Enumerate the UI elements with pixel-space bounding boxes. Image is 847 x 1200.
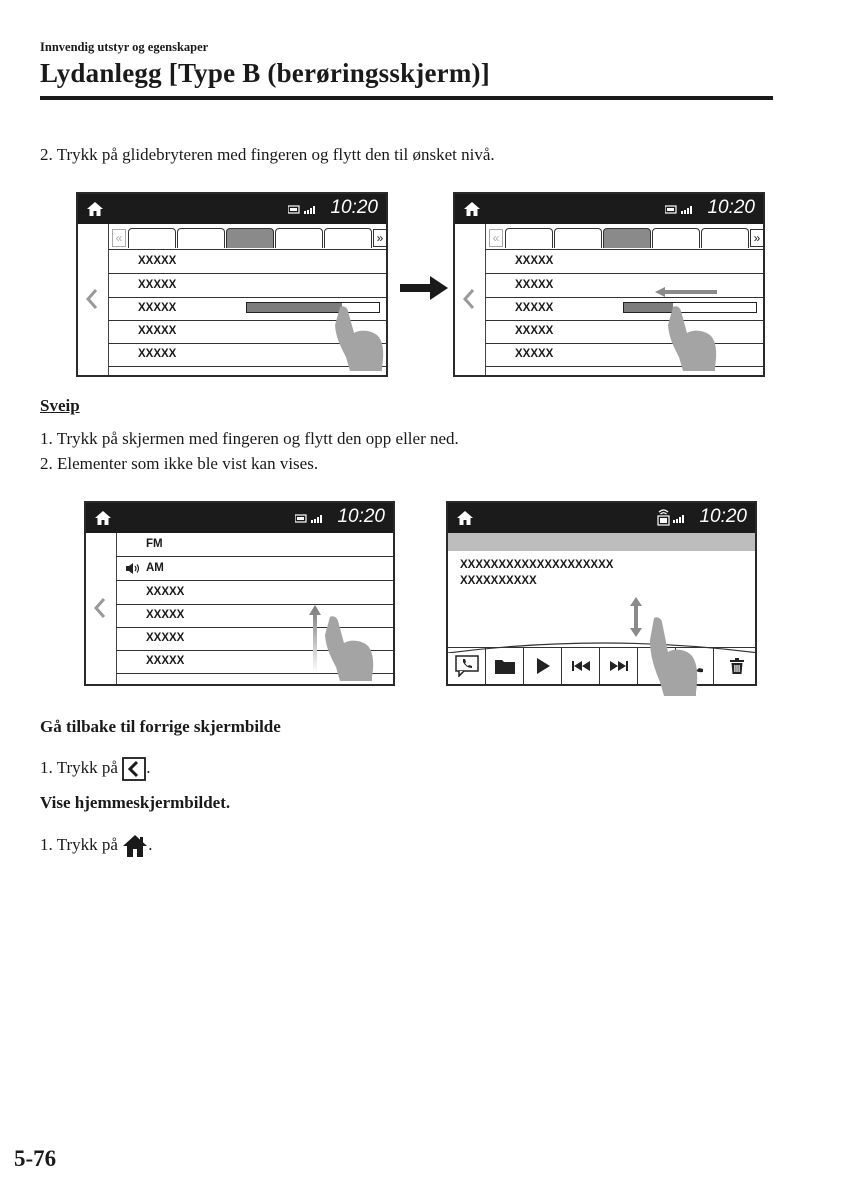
speaker-icon bbox=[126, 563, 140, 574]
list-item[interactable]: XXXXX bbox=[485, 320, 763, 344]
screen-slider-before bbox=[76, 192, 388, 377]
home-icon[interactable] bbox=[94, 509, 112, 527]
back-arrow-icon[interactable] bbox=[462, 288, 476, 310]
tab[interactable] bbox=[275, 228, 323, 248]
message-signal-icon bbox=[657, 507, 689, 527]
tab[interactable] bbox=[652, 228, 700, 248]
left-column bbox=[455, 224, 486, 375]
clock: 10:20 bbox=[337, 506, 385, 527]
trash-icon bbox=[730, 658, 744, 674]
home-icon[interactable] bbox=[86, 200, 104, 218]
list-item[interactable]: XXXXX bbox=[485, 250, 763, 274]
step-slider: 2. Trykk på glidebryteren med fingeren og flytt den til ønsket nivå. bbox=[40, 145, 495, 164]
back-arrow-icon[interactable] bbox=[85, 288, 99, 310]
folder-icon bbox=[495, 658, 515, 674]
status-bar bbox=[86, 503, 393, 533]
scroll-right-icon[interactable]: » bbox=[373, 229, 387, 247]
list-item[interactable]: XXXXX bbox=[485, 343, 763, 367]
tab[interactable] bbox=[701, 228, 749, 248]
folder-button[interactable] bbox=[486, 648, 524, 684]
next-button[interactable] bbox=[600, 648, 638, 684]
home-button-icon bbox=[122, 834, 148, 858]
swipe-heading: Sveip bbox=[40, 396, 80, 415]
list-item[interactable]: XXXXX bbox=[116, 581, 393, 605]
list-item-slider[interactable]: XXXXX bbox=[108, 297, 386, 321]
clock: 10:20 bbox=[330, 197, 378, 218]
right-arrow-icon bbox=[400, 275, 450, 301]
previous-icon bbox=[572, 661, 590, 671]
tab[interactable] bbox=[505, 228, 553, 248]
battery-signal-icon bbox=[665, 205, 697, 215]
status-bar bbox=[448, 503, 755, 533]
next-icon bbox=[610, 661, 628, 671]
clock: 10:20 bbox=[699, 506, 747, 527]
reply-call-button[interactable] bbox=[448, 648, 486, 684]
list-item[interactable]: XXXXX bbox=[108, 274, 386, 298]
tab[interactable] bbox=[554, 228, 602, 248]
swipe-step-1: 1. Trykk på skjermen med fingeren og flytt den opp eller ned. bbox=[40, 429, 459, 448]
screen-radio-list bbox=[84, 501, 395, 686]
tab-strip bbox=[485, 224, 763, 250]
list-item[interactable]: XXXXX bbox=[485, 274, 763, 298]
list-item[interactable]: XXXXX bbox=[116, 627, 393, 651]
screen-slider-after bbox=[453, 192, 765, 377]
tab-strip bbox=[108, 224, 386, 250]
list-item[interactable]: XXXXX bbox=[116, 604, 393, 628]
title-rule bbox=[40, 96, 773, 100]
list-item[interactable]: XXXXX bbox=[116, 650, 393, 674]
page-number: 5-76 bbox=[14, 1146, 57, 1171]
list-item-am[interactable]: AM bbox=[116, 557, 393, 581]
previous-button[interactable] bbox=[562, 648, 600, 684]
message-toolbar bbox=[448, 647, 755, 684]
left-column bbox=[78, 224, 109, 375]
page-title: Lydanlegg [Type B (berøringsskjerm)] bbox=[40, 58, 490, 88]
up-down-arrow-icon bbox=[630, 597, 642, 637]
hand-pointer-icon bbox=[332, 305, 386, 371]
message-header-bar bbox=[448, 533, 755, 551]
scroll-left-icon[interactable]: « bbox=[489, 229, 503, 247]
list-item-fm[interactable]: FM bbox=[116, 533, 393, 557]
scroll-left-icon[interactable]: « bbox=[112, 229, 126, 247]
message-text-line-1: XXXXXXXXXXXXXXXXXXXX bbox=[460, 559, 614, 571]
battery-signal-icon bbox=[288, 205, 320, 215]
delete-button[interactable] bbox=[714, 648, 757, 684]
status-bar bbox=[78, 194, 386, 224]
up-arrow-icon bbox=[309, 605, 321, 673]
back-heading: Gå tilbake til forrige skjermbilde bbox=[40, 717, 281, 736]
tab-active[interactable] bbox=[226, 228, 274, 248]
tab[interactable] bbox=[177, 228, 225, 248]
section-label: Innvendig utstyr og egenskaper bbox=[40, 40, 209, 54]
hand-pointer-icon bbox=[665, 305, 719, 371]
message-text-line-2: XXXXXXXXXX bbox=[460, 575, 537, 587]
hand-pointer-icon bbox=[322, 615, 376, 681]
left-column bbox=[86, 533, 117, 684]
home-icon[interactable] bbox=[463, 200, 481, 218]
left-arrow-icon bbox=[655, 286, 719, 298]
list-item[interactable]: XXXXX bbox=[108, 320, 386, 344]
home-heading: Vise hjemmeskjermbildet. bbox=[40, 793, 231, 812]
back-arrow-icon[interactable] bbox=[93, 597, 107, 619]
scroll-right-icon[interactable]: » bbox=[750, 229, 764, 247]
swipe-step-2: 2. Elementer som ikke ble vist kan vises. bbox=[40, 454, 319, 473]
screen-message bbox=[446, 501, 757, 686]
tab-active[interactable] bbox=[603, 228, 651, 248]
list-item[interactable]: XXXXX bbox=[108, 250, 386, 274]
status-bar bbox=[455, 194, 763, 224]
clock: 10:20 bbox=[707, 197, 755, 218]
list-item[interactable]: XXXXX bbox=[108, 343, 386, 367]
home-icon[interactable] bbox=[456, 509, 474, 527]
speech-phone-icon bbox=[455, 655, 479, 677]
home-step: 1. Trykk på . bbox=[40, 834, 152, 858]
play-button[interactable] bbox=[524, 648, 562, 684]
back-button-icon bbox=[122, 757, 146, 781]
battery-signal-icon bbox=[295, 514, 327, 524]
list-item-slider[interactable]: XXXXX bbox=[485, 297, 763, 321]
tab[interactable] bbox=[128, 228, 176, 248]
hand-pointer-icon bbox=[648, 616, 698, 696]
tab[interactable] bbox=[324, 228, 372, 248]
back-step: 1. Trykk på . bbox=[40, 757, 150, 781]
slider-fill bbox=[247, 303, 342, 312]
play-icon bbox=[536, 658, 550, 674]
